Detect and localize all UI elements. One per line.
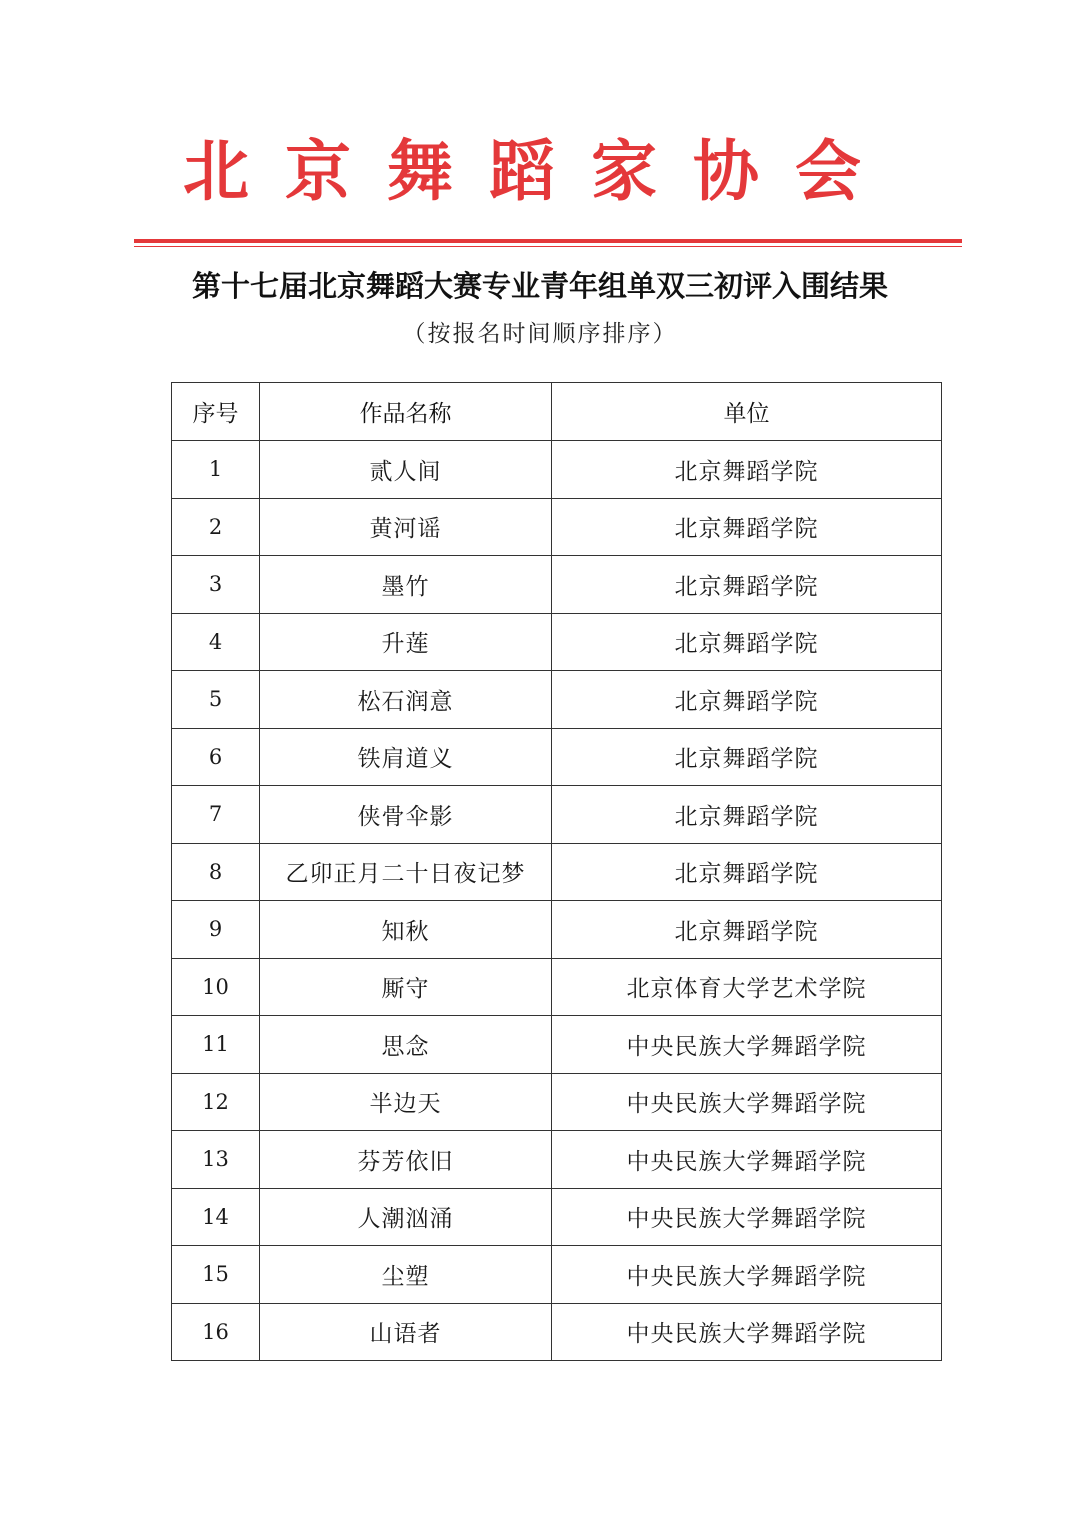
document-subtitle: （按报名时间顺序排序） <box>402 321 678 347</box>
table-row <box>172 901 942 959</box>
row-index: 6 <box>172 728 260 786</box>
table-row <box>172 1246 942 1304</box>
row-unit: 北京舞蹈学院 <box>552 556 942 614</box>
row-unit: 中央民族大学舞蹈学院 <box>552 1303 942 1361</box>
row-work-name: 芬芳依旧 <box>260 1131 552 1189</box>
table-row <box>172 1131 942 1189</box>
table-row <box>172 1073 942 1131</box>
row-index: 16 <box>172 1303 260 1361</box>
row-index: 13 <box>172 1131 260 1189</box>
table-row <box>172 958 942 1016</box>
row-index: 4 <box>172 613 260 671</box>
results-table <box>171 382 942 1361</box>
header-work-name: 作品名称 <box>260 383 552 441</box>
row-index: 2 <box>172 498 260 556</box>
row-work-name: 山语者 <box>260 1303 552 1361</box>
table-header-row <box>172 383 942 441</box>
table-row <box>172 441 942 499</box>
table-row <box>172 556 942 614</box>
row-unit: 北京体育大学艺术学院 <box>552 958 942 1016</box>
row-work-name: 思念 <box>260 1016 552 1074</box>
table-row <box>172 843 942 901</box>
table-row <box>172 1188 942 1246</box>
row-index: 5 <box>172 671 260 729</box>
row-index: 3 <box>172 556 260 614</box>
row-index: 14 <box>172 1188 260 1246</box>
table-row <box>172 498 942 556</box>
row-unit: 北京舞蹈学院 <box>552 498 942 556</box>
row-unit: 中央民族大学舞蹈学院 <box>552 1073 942 1131</box>
row-work-name: 厮守 <box>260 958 552 1016</box>
row-unit: 中央民族大学舞蹈学院 <box>552 1131 942 1189</box>
row-unit: 北京舞蹈学院 <box>552 728 942 786</box>
header-unit: 单位 <box>552 383 942 441</box>
row-work-name: 贰人间 <box>260 441 552 499</box>
row-work-name: 黄河谣 <box>260 498 552 556</box>
row-index: 12 <box>172 1073 260 1131</box>
row-index: 1 <box>172 441 260 499</box>
table-row <box>172 613 942 671</box>
letterhead-org-name: 北京舞蹈家协会 <box>183 133 897 210</box>
row-index: 8 <box>172 843 260 901</box>
row-index: 7 <box>172 786 260 844</box>
row-unit: 北京舞蹈学院 <box>552 441 942 499</box>
row-unit: 北京舞蹈学院 <box>552 786 942 844</box>
row-unit: 北京舞蹈学院 <box>552 901 942 959</box>
letterhead-rule-thick <box>134 239 962 243</box>
row-work-name: 人潮汹涌 <box>260 1188 552 1246</box>
table-row <box>172 728 942 786</box>
row-unit: 北京舞蹈学院 <box>552 671 942 729</box>
row-index: 9 <box>172 901 260 959</box>
row-index: 15 <box>172 1246 260 1304</box>
table-row <box>172 671 942 729</box>
row-work-name: 升莲 <box>260 613 552 671</box>
row-work-name: 知秋 <box>260 901 552 959</box>
row-unit: 中央民族大学舞蹈学院 <box>552 1246 942 1304</box>
document-title: 第十七届北京舞蹈大赛专业青年组单双三初评入围结果 <box>191 269 888 303</box>
table-row <box>172 1303 942 1361</box>
row-work-name: 墨竹 <box>260 556 552 614</box>
row-work-name: 半边天 <box>260 1073 552 1131</box>
row-work-name: 尘塑 <box>260 1246 552 1304</box>
letterhead-rule-thin <box>134 246 962 247</box>
row-work-name: 乙卯正月二十日夜记梦 <box>260 843 552 901</box>
row-index: 11 <box>172 1016 260 1074</box>
table-row <box>172 786 942 844</box>
header-index: 序号 <box>172 383 260 441</box>
table-row <box>172 1016 942 1074</box>
row-unit: 中央民族大学舞蹈学院 <box>552 1188 942 1246</box>
row-index: 10 <box>172 958 260 1016</box>
row-work-name: 侠骨伞影 <box>260 786 552 844</box>
row-unit: 北京舞蹈学院 <box>552 843 942 901</box>
row-work-name: 松石润意 <box>260 671 552 729</box>
row-unit: 中央民族大学舞蹈学院 <box>552 1016 942 1074</box>
row-unit: 北京舞蹈学院 <box>552 613 942 671</box>
row-work-name: 铁肩道义 <box>260 728 552 786</box>
